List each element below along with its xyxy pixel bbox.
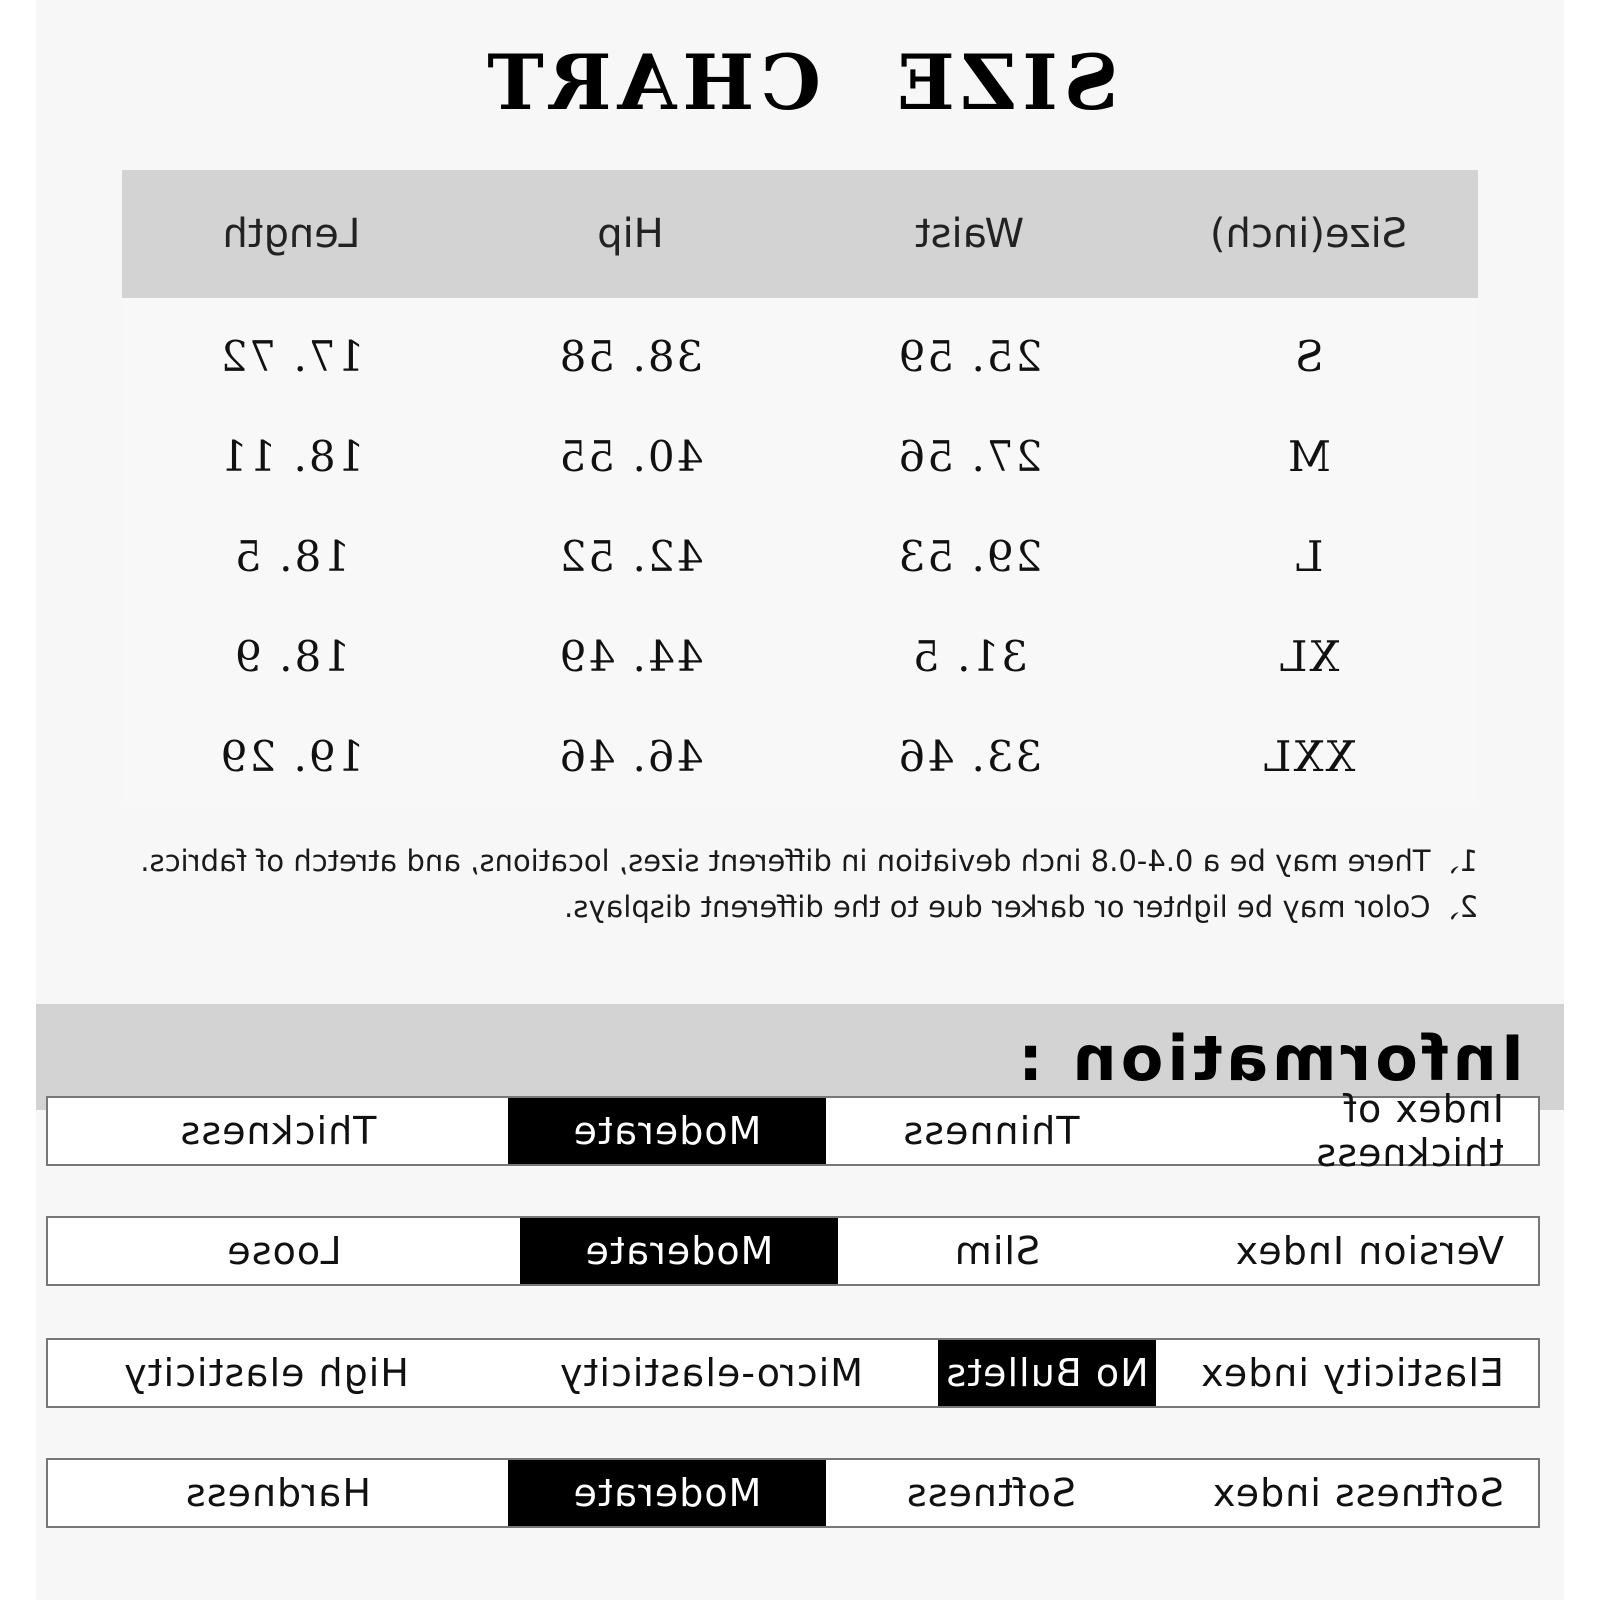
header-length: Length [222,211,361,257]
cell-hip: 44. 49 [557,631,704,681]
page-title [36,38,1564,127]
attribute-option: Hardness [185,1471,371,1515]
attribute-row-elasticity [46,1338,1540,1408]
size-table [122,170,1478,810]
table-row [122,306,1478,406]
cell-size: M [1286,431,1332,481]
cell-waist: 27. 56 [896,431,1043,481]
cell-length: 19. 29 [218,731,365,781]
cell-length: 18. 5 [233,531,350,581]
cell-length: 18. 9 [233,631,350,681]
cell-size: XL [1277,631,1340,681]
cell-hip: 46. 46 [557,731,704,781]
cell-hip: 38. 58 [557,331,704,381]
cell-waist: 29. 53 [896,531,1043,581]
attribute-option-selected: Moderate [508,1098,826,1164]
attribute-row-thickness [46,1087,1540,1175]
note-1: 1、There may be a 0.4-0.8 inch deviation in different sizes, locations, and atretch of fabrics. [140,844,1478,878]
size-notes [118,838,1478,930]
cell-hip: 42. 52 [557,531,704,581]
header-hip: Hip [597,211,664,257]
cell-size: L [1293,531,1324,581]
cell-waist: 31. 5 [911,631,1028,681]
title-part1: SIZE [890,38,1119,127]
attribute-option: Micro-elasticity [559,1351,864,1395]
table-row [122,406,1478,506]
attribute-option: Softness [905,1471,1077,1515]
title-part2: CHART [481,38,821,127]
information-title: Information : [1014,1022,1524,1095]
cell-waist: 33. 46 [896,731,1043,781]
size-chart-panel [36,0,1564,1600]
attribute-option-selected: Moderate [520,1218,838,1284]
note-2: 2、Color may be lighter or darker due to the different displays. [564,890,1478,924]
attribute-row-softness [46,1458,1540,1528]
table-row [122,706,1478,806]
cell-length: 18. 11 [218,431,365,481]
attribute-option: Thickness [179,1109,377,1153]
table-row [122,506,1478,606]
cell-hip: 40. 55 [557,431,704,481]
cell-size: XXL [1261,731,1356,781]
attribute-label: Softness index [1211,1471,1504,1515]
attribute-label: Elasticity index [1200,1351,1504,1395]
header-size: Size(inch) [1209,211,1408,257]
attribute-row-version [46,1216,1540,1286]
size-table-body [122,298,1478,806]
attribute-option-selected: No Bullets [938,1340,1156,1406]
attribute-option-selected: Moderate [508,1460,826,1526]
cell-waist: 25. 59 [896,331,1043,381]
attribute-option: Loose [226,1229,342,1273]
attribute-label: Index of thickness [1315,1087,1504,1175]
cell-size: S [1293,331,1324,381]
cell-length: 17. 72 [218,331,365,381]
attribute-label: Version Index [1234,1229,1504,1273]
table-row [122,606,1478,706]
attribute-option: Thinness [902,1109,1080,1153]
attribute-option: High elasticity [123,1351,409,1395]
size-table-header [122,170,1478,298]
header-waist: Waist [914,211,1025,257]
attribute-option: Slim [953,1229,1041,1273]
